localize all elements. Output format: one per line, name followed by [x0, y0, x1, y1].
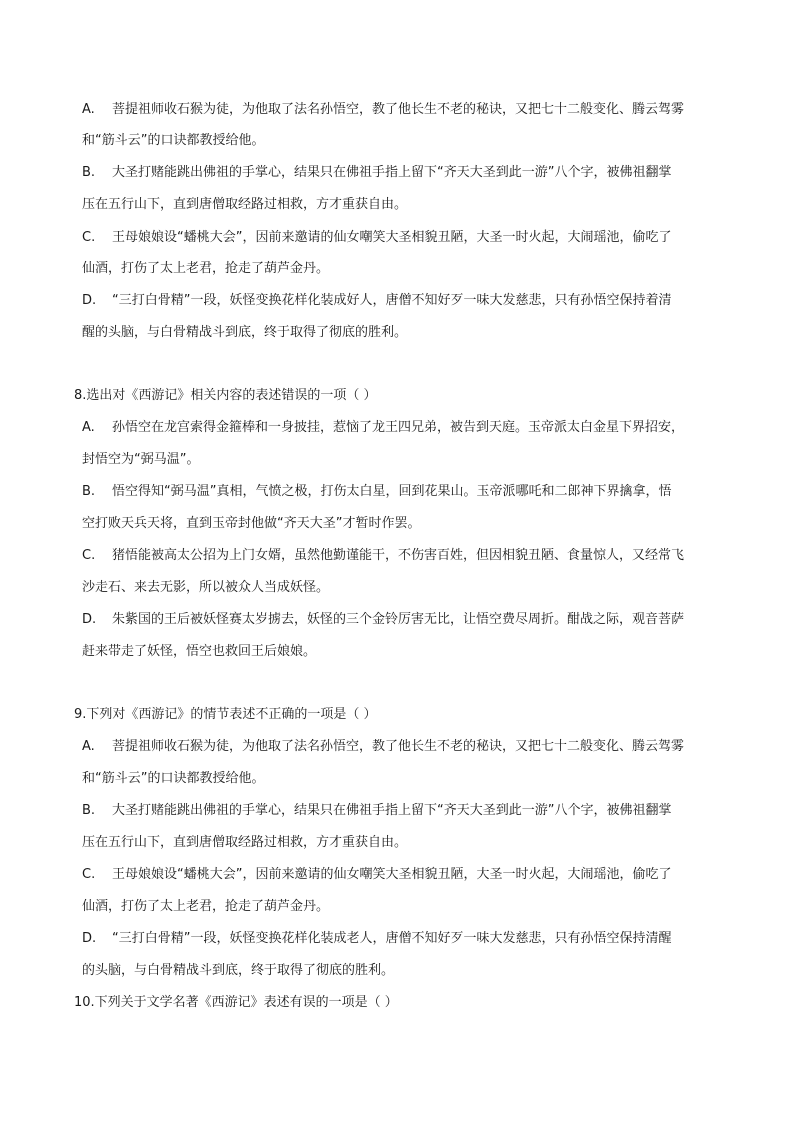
option-letter: B. — [82, 484, 96, 499]
q8-option-b-line2: 空打败天兵天将，直到玉帝封他做“齐天大圣”才暂时作罢。 — [82, 516, 421, 531]
q9-option-d-line2: 的头脑，与白骨精战斗到底，终于取得了彻底的胜利。 — [82, 963, 395, 978]
q8-option-d-line2: 赶来带走了妖怪，悟空也救回王后娘娘。 — [82, 644, 317, 659]
option-letter: B. — [82, 803, 96, 818]
q9-option-c-line1[interactable] — [82, 867, 671, 883]
option-letter: C. — [82, 230, 96, 245]
q8-stem: 8.选出对《西游记》相关内容的表述错误的一项（ ） — [74, 388, 377, 403]
q7-option-d-line2: 醒的头脑，与白骨精战斗到底，终于取得了彻底的胜利。 — [82, 325, 408, 340]
q7-option-b-line1[interactable] — [82, 165, 671, 181]
q9-option-a-line2: 和“筋斗云”的口诀都教授给他。 — [82, 771, 265, 786]
option-letter: A. — [82, 420, 95, 435]
q8-option-b-line1[interactable] — [82, 484, 671, 500]
option-text: “三打白骨精”一段，妖怪变换花样化装成好人，唐僧不知好歹一味大发慈悲，只有孙悟空保持着清 — [112, 293, 672, 308]
q7-option-a-line1[interactable] — [82, 102, 684, 118]
q7-option-b-line2: 压在五行山下，直到唐僧取经路过相救，方才重获自由。 — [82, 197, 408, 212]
q8-option-a-line1[interactable] — [82, 420, 684, 436]
option-letter: C. — [82, 548, 96, 563]
q9-stem: 9.下列对《西游记》的情节表述不正确的一项是（ ） — [74, 707, 377, 722]
option-text: “三打白骨精”一段，妖怪变换花样化装成老人，唐僧不知好歹一味大发慈悲，只有孙悟空保持清醒 — [112, 931, 672, 946]
q7-option-c-line1[interactable] — [82, 230, 671, 246]
option-letter: B. — [82, 165, 96, 180]
q9-option-b-line1[interactable] — [82, 803, 671, 819]
option-text: 大圣打赌能跳出佛祖的手掌心，结果只在佛祖手指上留下“齐天大圣到此一游”八个字，被佛祖翻掌 — [112, 165, 672, 180]
option-text: 王母娘娘设“蟠桃大会”，因前来邀请的仙女嘲笑大圣相貌丑陋，大圣一时火起，大闹瑶池，偷吃了 — [112, 230, 672, 245]
option-letter: D. — [82, 293, 97, 308]
option-text: 悟空得知“弼马温”真相，气愤之极，打伤太白星，回到花果山。玉帝派哪吒和二郎神下界擒拿，悟 — [112, 484, 672, 499]
option-letter: D. — [82, 931, 97, 946]
q8-option-c-line2: 沙走石、来去无影，所以被众人当成妖怪。 — [82, 580, 330, 595]
q9-option-d-line1[interactable] — [82, 931, 671, 947]
option-letter: A. — [82, 102, 95, 117]
q9-option-a-line1[interactable] — [82, 739, 684, 755]
option-text: 菩提祖师收石猴为徒，为他取了法名孙悟空，教了他长生不老的秘诀，又把七十二般变化、腾云驾雾 — [112, 739, 685, 754]
option-letter: D. — [82, 612, 97, 627]
q10-stem: 10.下列关于文学名著《西游记》表述有误的一项是（ ） — [74, 995, 398, 1010]
q8-option-c-line1[interactable] — [82, 548, 684, 564]
q9-option-b-line2: 压在五行山下，直到唐僧取经路过相救，方才重获自由。 — [82, 835, 408, 850]
option-text: 大圣打赌能跳出佛祖的手掌心，结果只在佛祖手指上留下“齐天大圣到此一游”八个字，被佛祖翻掌 — [112, 803, 672, 818]
q7-option-c-line2: 仙酒，打伤了太上老君，抢走了葫芦金丹。 — [82, 261, 330, 276]
q7-option-d-line1[interactable] — [82, 293, 671, 309]
q7-option-a-line2: 和“筋斗云”的口诀都教授给他。 — [82, 133, 265, 148]
q8-option-a-line2: 封悟空为“弼马温”。 — [82, 452, 200, 467]
option-text: 王母娘娘设“蟠桃大会”，因前来邀请的仙女嘲笑大圣相貌丑陋，大圣一时火起，大闹瑶池，偷吃了 — [112, 867, 672, 882]
option-letter: A. — [82, 739, 95, 754]
option-text: 朱紫国的王后被妖怪赛太岁掳去，妖怪的三个金铃厉害无比，让悟空费尽周折。酣战之际，观音菩萨 — [112, 612, 685, 627]
option-text: 孙悟空在龙宫索得金箍棒和一身披挂，惹恼了龙王四兄弟，被告到天庭。玉帝派太白金星下界招安， — [112, 420, 685, 435]
q9-option-c-line2: 仙酒，打伤了太上老君，抢走了葫芦金丹。 — [82, 899, 330, 914]
option-letter: C. — [82, 867, 96, 882]
option-text: 菩提祖师收石猴为徒，为他取了法名孙悟空，教了他长生不老的秘诀，又把七十二般变化、腾云驾雾 — [112, 102, 685, 117]
q8-option-d-line1[interactable] — [82, 612, 684, 628]
option-text: 猪悟能被高太公招为上门女婿，虽然他勤谨能干，不伤害百姓，但因相貌丑陋、食量惊人，又经常飞 — [112, 548, 685, 563]
